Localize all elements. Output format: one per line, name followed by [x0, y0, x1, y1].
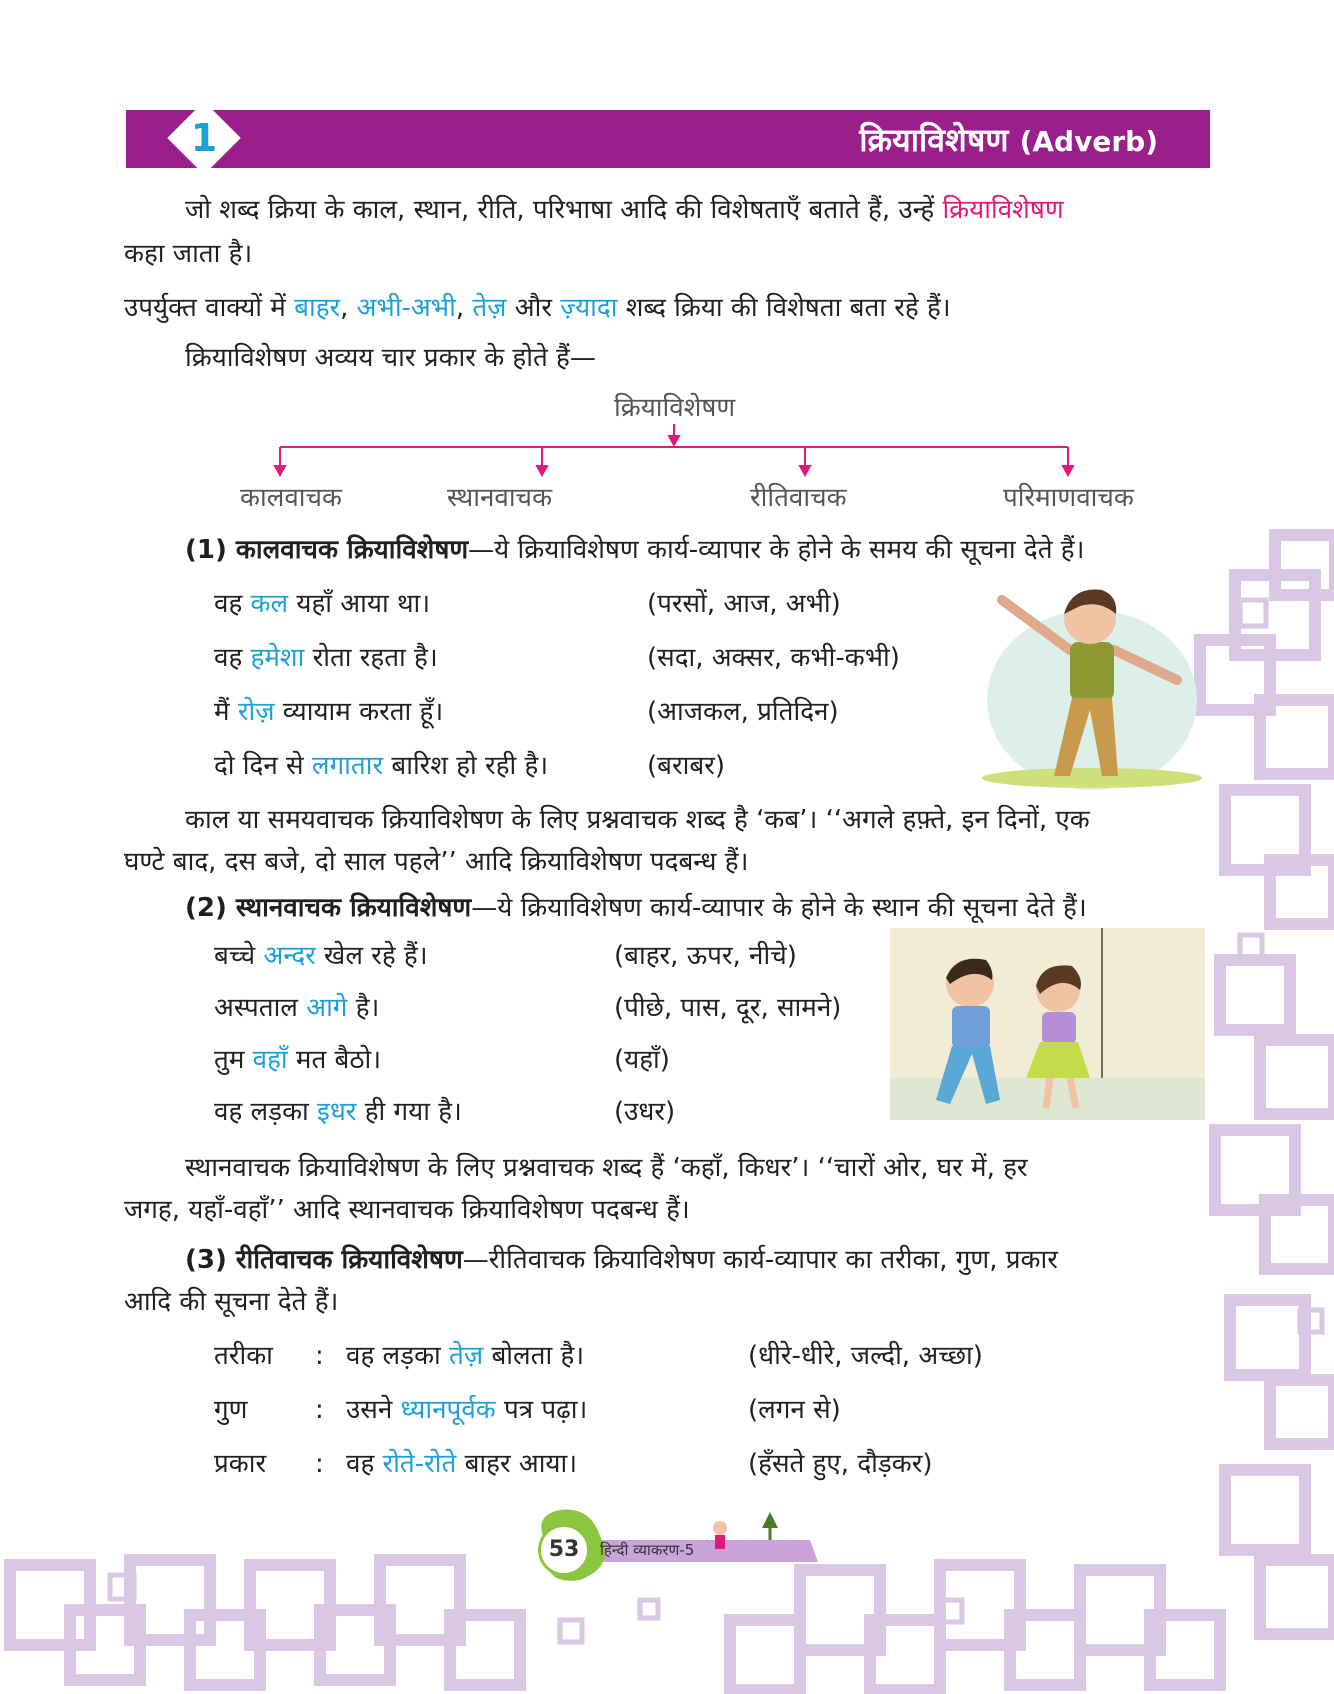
example-word: बाहर	[294, 293, 341, 323]
example-word: ज़्यादा	[560, 293, 618, 323]
section3-alt-1: (धीरे-धीरे, जल्दी, अच्छा)	[748, 1341, 983, 1371]
intro-line-2: कहा जाता है।	[124, 239, 253, 269]
example-text: वह	[214, 589, 243, 619]
chapter-number: 1	[190, 116, 218, 160]
section2-desc: —ये क्रियाविशेषण कार्य-व्यापार के होने के स्थान की सूचना देते हैं।	[471, 893, 1087, 923]
section3-alt-3: (हँसते हुए, दौड़कर)	[748, 1449, 933, 1479]
example-text: वह लड़का	[214, 1097, 309, 1127]
section2-example-3	[214, 1042, 381, 1078]
example-word: कल	[250, 589, 289, 619]
tree-child-kaal: कालवाचक	[240, 483, 342, 513]
section3-example-3	[346, 1446, 577, 1482]
section1-heading: (1) कालवाचक क्रियाविशेषण	[185, 535, 469, 565]
section1-alt-1: (परसों, आज, अभी)	[647, 589, 841, 619]
section2-note-line-2: जगह, यहाँ-वहाँ’’ आदि स्थानवाचक क्रियाविशेषण पदबन्ध हैं।	[124, 1195, 690, 1225]
example-word: अभी-अभी	[356, 293, 456, 323]
example-text: बाहर आया।	[464, 1449, 578, 1479]
example-word: ध्यानपूर्वक	[400, 1395, 496, 1425]
example-text: रोता रहता है।	[312, 643, 438, 673]
chapter-banner	[126, 110, 1210, 168]
section1-example-4	[214, 748, 548, 784]
example-text: बोलता है।	[491, 1341, 585, 1371]
example-text: पत्र पढ़ा।	[504, 1395, 588, 1425]
tree-root: क्रियाविशेषण	[614, 393, 736, 423]
types-intro: क्रियाविशेषण अव्यय चार प्रकार के होते हैं—	[185, 343, 596, 373]
section3-colon-2: :	[315, 1395, 324, 1425]
example-text: खेल रहे हैं।	[324, 941, 428, 971]
intro-line-1	[185, 192, 1064, 228]
section1-note-line-1: काल या समयवाचक क्रियाविशेषण के लिए प्रश्नवाचक शब्द है ‘कब’। ‘‘अगले हफ़्ते, इन दिनों, एक	[185, 805, 1090, 835]
boy-exercising-illustration	[972, 580, 1212, 790]
example-text: तुम	[214, 1045, 245, 1075]
tree-child-pariman: परिमाणवाचक	[1003, 483, 1134, 513]
examples-line	[124, 290, 951, 326]
example-text: अस्पताल	[214, 993, 298, 1023]
section3-desc: —रीतिवाचक क्रियाविशेषण कार्य-व्यापार का तरीका, गुण, प्रकार	[462, 1245, 1058, 1275]
example-text: मैं	[214, 697, 230, 727]
example-word: अन्दर	[263, 941, 316, 971]
chapter-title-english: (Adverb)	[1019, 125, 1158, 158]
section2-heading-line	[185, 890, 1087, 926]
separator: ,	[340, 293, 349, 323]
example-word: लगातार	[311, 751, 384, 781]
section3-label-2: गुण	[214, 1395, 248, 1425]
tree-child-riti: रीतिवाचक	[750, 483, 847, 513]
section2-heading: (2) स्थानवाचक क्रियाविशेषण	[185, 893, 472, 923]
section3-heading: (3) रीतिवाचक क्रियाविशेषण	[185, 1245, 463, 1275]
examples-line-mid: और	[514, 293, 552, 323]
example-word: वहाँ	[252, 1045, 288, 1075]
example-text: उसने	[346, 1395, 393, 1425]
example-text: व्यायाम करता हूँ।	[282, 697, 444, 727]
book-title: हिन्दी व्याकरण-5	[600, 1541, 695, 1559]
example-text: वह लड़का	[346, 1341, 441, 1371]
section2-alt-1: (बाहर, ऊपर, नीचे)	[614, 941, 797, 971]
intro-term: क्रियाविशेषण	[942, 195, 1064, 225]
examples-line-post: शब्द क्रिया की विशेषता बता रहे हैं।	[625, 293, 951, 323]
section2-alt-3: (यहाँ)	[614, 1045, 670, 1075]
example-text: वह	[346, 1449, 375, 1479]
section3-colon-1: :	[315, 1341, 324, 1371]
section1-heading-line	[185, 532, 1084, 568]
section1-alt-4: (बराबर)	[647, 751, 725, 781]
section3-label-1: तरीका	[214, 1341, 273, 1371]
intro-text: जो शब्द क्रिया के काल, स्थान, रीति, परिभाषा आदि की विशेषताएँ बताते हैं, उन्हें	[185, 195, 935, 225]
example-word: रोज़	[237, 697, 275, 727]
section1-alt-3: (आजकल, प्रतिदिन)	[647, 697, 839, 727]
section1-example-2	[214, 640, 438, 676]
chapter-title	[859, 118, 1158, 161]
section3-example-1	[346, 1338, 584, 1374]
separator: ,	[455, 293, 465, 323]
example-word: तेज़	[472, 293, 507, 323]
children-playing-illustration	[890, 928, 1205, 1120]
section3-desc-line-2: आदि की सूचना देते हैं।	[124, 1287, 339, 1317]
example-text: बारिश हो रही है।	[391, 751, 549, 781]
section3-alt-2: (लगन से)	[748, 1395, 841, 1425]
section1-example-1	[214, 586, 430, 622]
examples-line-pre: उपर्युक्त वाक्यों में	[124, 293, 286, 323]
example-word: इधर	[317, 1097, 357, 1127]
page-number: 53	[538, 1524, 590, 1576]
section3-example-2	[346, 1392, 587, 1428]
tree-child-sthan: स्थानवाचक	[447, 483, 553, 513]
section2-example-2	[214, 990, 379, 1026]
section1-alt-2: (सदा, अक्सर, कभी-कभी)	[647, 643, 900, 673]
section3-heading-line	[185, 1242, 1058, 1278]
example-word: आगे	[306, 993, 348, 1023]
section1-example-3	[214, 694, 443, 730]
example-word: हमेशा	[250, 643, 305, 673]
section2-note-line-1: स्थानवाचक क्रियाविशेषण के लिए प्रश्नवाचक शब्द हैं ‘कहाँ, किधर’। ‘‘चारों ओर, घर में, हर	[185, 1153, 1028, 1183]
section2-alt-2: (पीछे, पास, दूर, सामने)	[614, 993, 842, 1023]
section1-desc: —ये क्रियाविशेषण कार्य-व्यापार के होने के समय की सूचना देते हैं।	[468, 535, 1085, 565]
example-text: यहाँ आया था।	[296, 589, 431, 619]
section2-example-1	[214, 938, 428, 974]
section3-colon-3: :	[315, 1449, 324, 1479]
example-text: दो दिन से	[214, 751, 304, 781]
example-text: ही गया है।	[364, 1097, 462, 1127]
example-text: बच्चे	[214, 941, 256, 971]
section1-note-line-2: घण्टे बाद, दस बजे, दो साल पहले’’ आदि क्रियाविशेषण पदबन्ध हैं।	[124, 847, 749, 877]
chapter-title-hindi: क्रियाविशेषण	[859, 121, 1009, 159]
example-text: मत बैठो।	[295, 1045, 382, 1075]
example-word: रोते-रोते	[382, 1449, 457, 1479]
section2-alt-4: (उधर)	[614, 1097, 676, 1127]
section2-example-4	[214, 1094, 462, 1130]
section3-label-3: प्रकार	[214, 1449, 267, 1479]
example-word: तेज़	[449, 1341, 484, 1371]
example-text: है।	[355, 993, 380, 1023]
example-text: वह	[214, 643, 243, 673]
